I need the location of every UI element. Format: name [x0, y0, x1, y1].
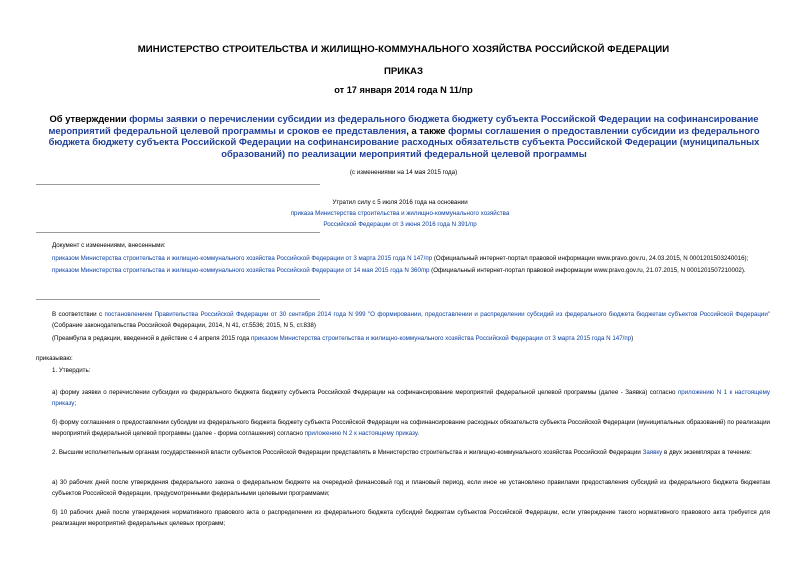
preamble-text: (Преамбула в редакции, введенной в действие с 4 апреля 2015 года: [52, 335, 252, 342]
doc-type-heading: ПРИКАЗ: [384, 66, 423, 77]
changes-item-2-link[interactable]: приказом Министерства строительства и жилищно-коммунального хозяйства Российской Федерации от 14 мая 2015 года N 360/пр: [52, 267, 430, 275]
preamble-end: ): [631, 335, 634, 342]
changes-item-1-text: (Официальный интернет-портал правовой информации www.pravo.gov.ru, 24.03.2015, N 0001201503240016);: [432, 254, 749, 262]
item-2-end: в двух экземплярах в течение:: [662, 449, 752, 456]
item-1-a: [52, 388, 770, 409]
amendments-note: (с изменениями на 14 мая 2015 года): [349, 169, 458, 176]
changes-item-2: [52, 266, 772, 277]
basis-text-rest: (Собрание законодательства Российской Федерации, 2014, N 41, ст.5536; 2015, N 5, ст.838): [52, 321, 316, 329]
basis-text-start: В соответствии с: [52, 311, 105, 318]
item-1-b-end: .: [417, 429, 420, 437]
item-2: [52, 448, 770, 459]
item-1-a-text: а) форму заявки о перечислении субсидии из федерального бюджета бюджету субъекта Российской Федерации на софинансирование мероприятий федеральной целевой программы (далее - Заявка) согласно: [52, 389, 678, 396]
preamble-link[interactable]: приказом Министерства строительства и жилищно-коммунального хозяйства Российской Федерации от 3 марта 2015 года N 147/пр: [251, 335, 632, 342]
document-title: [34, 113, 774, 159]
changes-item-1-link[interactable]: приказом Министерства строительства и жилищно-коммунального хозяйства Российской Федерации от 3 марта 2015 года N 147/пр: [52, 254, 433, 262]
item-2-a: а) 30 рабочих дней после утверждения федерального закона о федеральном бюджете на очередной финансовый год и плановый период, если иное не установлено правилами предоставления субсидий из федерального бюджета бюджетам субъектов Российской Федерации, предусмотренными федеральными целевыми программами;: [52, 479, 770, 497]
changes-item-1: [52, 254, 772, 265]
lost-force-link-1[interactable]: приказа Министерства строительства и жилищно-коммунального хозяйства: [290, 210, 510, 217]
divider: [36, 184, 320, 185]
title-middle: , а также: [406, 124, 449, 136]
item-1-b-text: б) форму соглашения о предоставлении субсидии из федерального бюджета бюджету субъекта Российской Федерации на софинансирование расходных обязательств субъекта Российской Федерации (муниципальных образований) по реализации мероприятий федеральной целевой программы (далее - форма соглашения) согласно: [52, 419, 770, 437]
lost-force-link-2[interactable]: Российской Федерации от 3 июня 2016 года N 391/пр: [323, 221, 477, 228]
title-link-form-agreement[interactable]: формы соглашения о предоставлении субсидии из федерального бюджета бюджету субъекта Российской Федерации на софинансирование расходных обязательств субъекта Российской Федерации (муниципальных образований) по реализации мероприятий федеральной целевой программы: [48, 124, 760, 159]
changes-item-2-text: (Официальный интернет-портал правовой информации www.pravo.gov.ru, 21.07.2015, N 0001201507210002).: [429, 267, 746, 275]
ministry-heading: МИНИСТЕРСТВО СТРОИТЕЛЬСТВА И ЖИЛИЩНО-КОММУНАЛЬНОГО ХОЗЯЙСТВА РОССИЙСКОЙ ФЕДЕРАЦИИ: [137, 44, 670, 55]
item-1: 1. Утвердить:: [52, 367, 91, 374]
divider: [36, 232, 320, 233]
divider: [36, 299, 320, 300]
title-link-form-request[interactable]: формы заявки о перечислении субсидии из федерального бюджета бюджету субъекта Российской Федерации на софинансирование мероприятий федеральной целевой программы и сроков ее представления: [48, 113, 759, 136]
doc-date-number: от 17 января 2014 года N 11/пр: [334, 85, 473, 95]
item-2-text: 2. Высшим исполнительным органам государственной власти субъектов Российской Федерации представлять в Министерство строительства и жилищно-коммунального хозяйства Российской Федерации: [52, 449, 643, 456]
item-1-b: [52, 418, 770, 439]
lost-force-notice: [240, 197, 560, 230]
changes-heading: Документ с изменениями, внесенными:: [52, 242, 166, 249]
appendix-2-link[interactable]: приложению N 2 к настоящему приказу: [304, 429, 418, 437]
lost-force-text: Утратил силу с 5 июля 2016 года на основании: [332, 199, 468, 206]
item-1-a-end: ;: [74, 399, 77, 407]
item-2-b: б) 10 рабочих дней после утверждения нормативного правового акта о распределении из федерального бюджета субсидий бюджетам субъектов Российской Федерации, если утверждение такого нормативного правового акта требуется для реализации мероприятий федеральных целевых программ;: [52, 509, 770, 527]
orders-word: приказываю:: [36, 355, 73, 362]
changes-block: [52, 241, 772, 277]
appendix-1-link[interactable]: приложению N 1 к настоящему приказу: [52, 389, 770, 407]
request-link[interactable]: Заявку: [642, 449, 663, 456]
title-prefix: Об утверждении: [49, 113, 130, 124]
preamble-note: [52, 334, 770, 345]
basis-paragraph: [52, 310, 770, 331]
basis-link-decree[interactable]: постановлением Правительства Российской Федерации от 30 сентября 2014 года N 999 "О формировании, предоставлении и распределении субсидий из федерального бюджета бюджетам субъектов Российской Федерации": [104, 311, 771, 318]
